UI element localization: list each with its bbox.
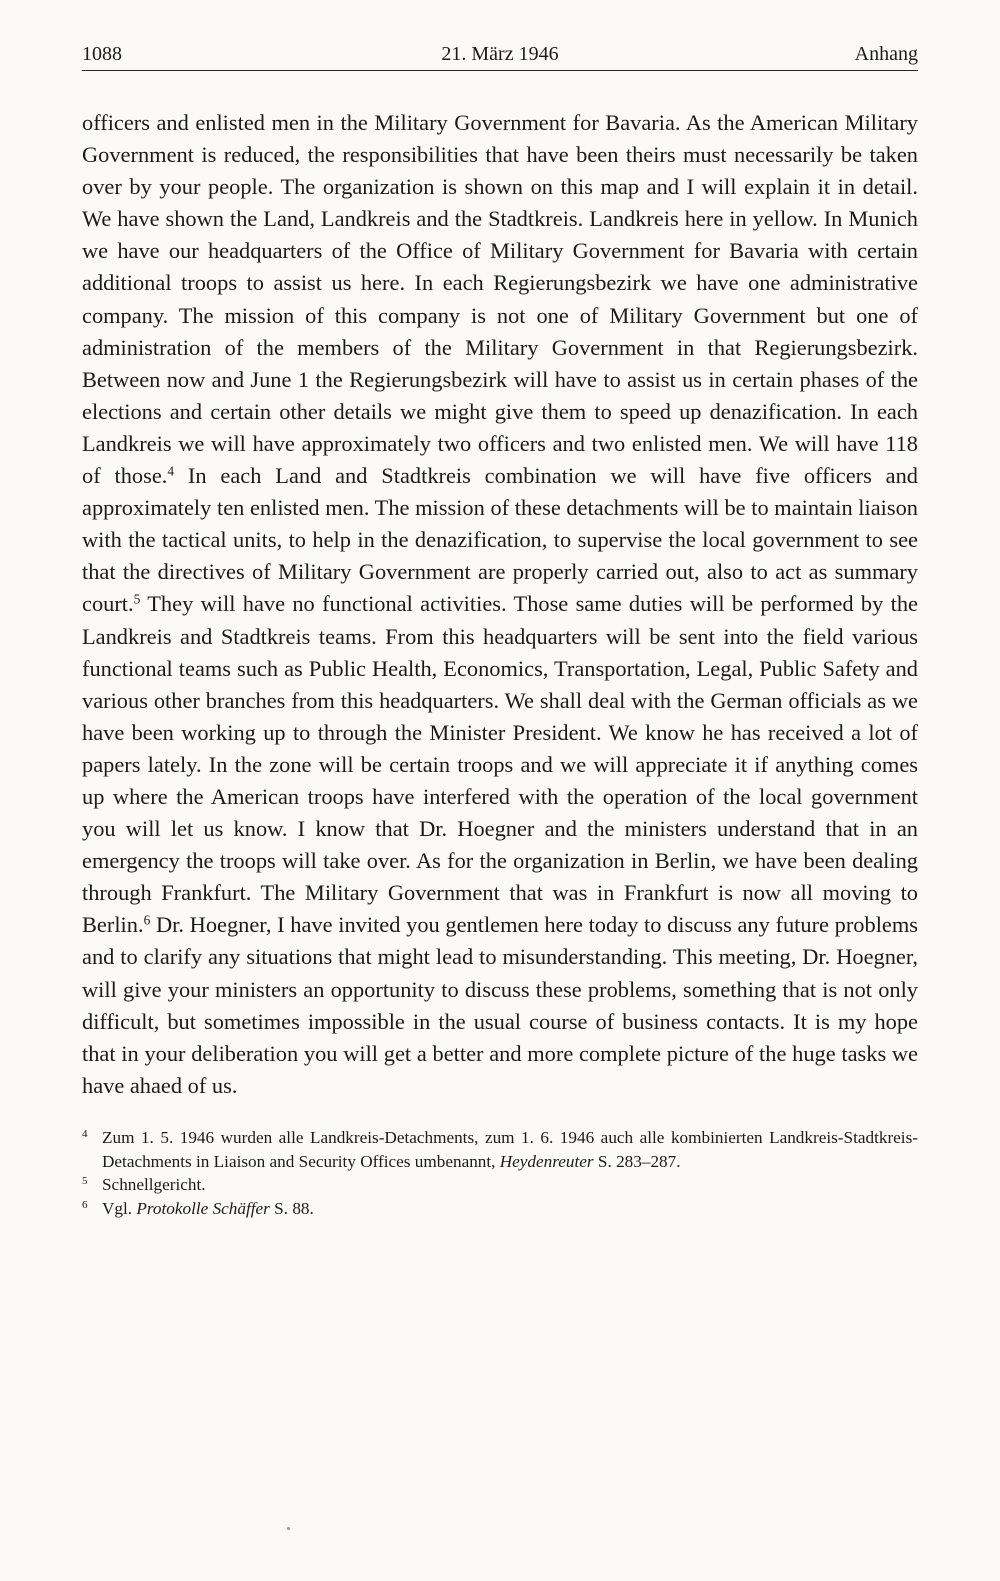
body-text-part: In each Land and Stadtkreis combination we will have five officers and approximately ten enlisted men. The mission of these detachments will be to maintain liaison with the tactical units, to help in the denazification, to supervise the local government to see that the directives of Military Government are properly carried out, also to act as summary court.	[82, 463, 918, 617]
body-text-part: Dr. Hoegner, I have invited you gentlemen here today to discuss any future problems and to clarify any situations that might lead to misunderstanding. This meeting, Dr. Hoegner, will give your ministers an opportunity to discuss these problems, something that is not only difficult, but sometimes impossible in the usual course of business contacts. It is my hope that in your deliberation you will get a better and more complete picture of the huge tasks we have ahaed of us.	[82, 912, 918, 1098]
body-paragraph	[82, 107, 918, 1102]
book-page	[82, 38, 918, 1220]
footnote-italic-citation: Heydenreuter	[499, 1151, 594, 1171]
paper-speck	[287, 1527, 290, 1530]
footnote-mark: 4	[82, 1127, 88, 1140]
running-head	[82, 38, 918, 71]
footnote-mark: 6	[82, 1198, 88, 1211]
footnote-mark: 5	[82, 1175, 88, 1188]
body-text-part: officers and enlisted men in the Military Government for Bavaria. As the American Military Government is reduced, the responsibilities that have been theirs must necessarily be taken over by your people. The organization is shown on this map and I will explain it in detail. We have shown the Land, Landkreis and the Stadtkreis. Landkreis here in yellow. In Munich we have our headquarters of the Office of Military Government for Bavaria with certain additional troops to assist us here. In each Regierungsbezirk we have one administrative company. The mission of this company is not one of Military Government but one of administration of the members of the Military Government in that Regierungsbezirk. Between now and June 1 the Regierungsbezirk will have to assist us in certain phases of the elections and certain other details we might give them to speed up denazification. In each Landkreis we will have approximately two officers and two enlisted men. We will have 118 of those.	[82, 110, 918, 489]
footnote-ref: 4	[167, 463, 175, 479]
running-head-section: Anhang	[854, 43, 918, 65]
footnote-text-after: S. 88.	[269, 1198, 314, 1218]
footnote-ref: 5	[133, 592, 141, 608]
footnote-text-after: S. 283–287.	[593, 1151, 681, 1171]
footnotes	[82, 1126, 918, 1220]
footnote	[82, 1197, 918, 1221]
footnote	[82, 1126, 918, 1173]
running-head-date: 21. März 1946	[441, 43, 559, 65]
footnote-text: Schnellgericht.	[102, 1175, 206, 1195]
footnote-ref: 6	[143, 912, 151, 928]
footnote-text: Zum 1. 5. 1946 wurden alle Landkreis-Detachments, zum 1. 6. 1946 auch alle kombinierten Landkreis-Stadtkreis-Detachments in Liaison and Security Offices umbenannt,	[102, 1127, 918, 1171]
body-text-part: They will have no functional activities. Those same duties will be performed by the Landkreis and Stadtkreis teams. From this headquarters will be sent into the field various functional teams such as Public Health, Economics, Transportation, Legal, Public Safety and various other branches from this headquarters. We shall deal with the German officials as we have been working up to through the Minister President. We know he has received a lot of papers lately. In the zone will be certain troops and we will appreciate it if anything comes up where the American troops have interfered with the operation of the local government you will let us know. I know that Dr. Hoegner and the ministers understand that in an emergency the troops will take over. As for the organization in Berlin, we have been dealing through Frankfurt. The Military Government that was in Frankfurt is now all moving to Berlin.	[82, 591, 918, 938]
footnote-italic-citation: Protokolle Schäffer	[136, 1198, 270, 1218]
footnote	[82, 1173, 918, 1197]
footnote-text: Vgl.	[102, 1198, 137, 1218]
page-number: 1088	[82, 43, 122, 65]
